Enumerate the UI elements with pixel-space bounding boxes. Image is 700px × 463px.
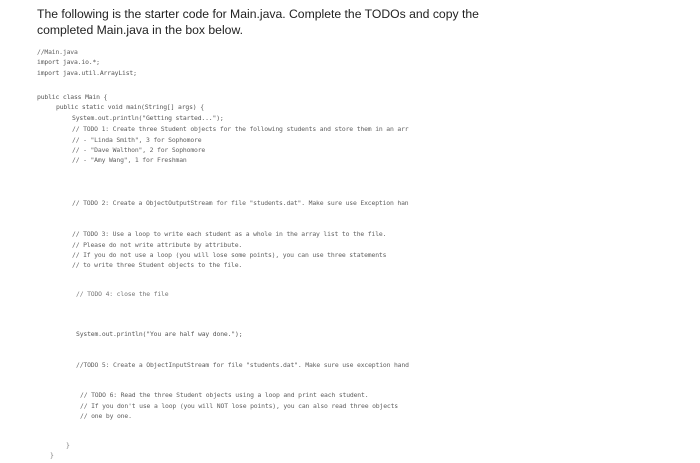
code-line: // - "Linda Smith", 3 for Sophomore [72,136,202,144]
code-line: // TODO 4: close the file [76,290,169,298]
code-line: public class Main { [37,93,108,101]
code-line: // one by one. [80,412,132,420]
code-line: System.out.println("You are half way done."); [76,330,243,338]
code-line: // - "Amy Wang", 1 for Freshman [72,156,187,164]
code-line: // TODO 6: Read the three Student objects using a loop and print each student. [80,391,369,399]
code-line: // Please do not write attribute by attribute. [72,241,243,249]
instructions-line-2: completed Main.java in the box below. [37,23,243,37]
code-line: import java.io.*; [37,58,100,66]
code-line: //Main.java [37,48,78,56]
code-line: // If you do not use a loop (you will lose some points), you can use three statements [72,251,387,259]
code-line: // TODO 1: Create three Student objects for the following students and store them in an arr [72,125,409,133]
code-line: //TODO 5: Create a ObjectInputStream for file "students.dat". Make sure use exception hand [76,361,409,369]
code-line: // TODO 2: Create a ObjectOutputStream for file "students.dat". Make sure use Exception han [72,199,409,207]
code-line: // TODO 3: Use a loop to write each student as a whole in the array list to the file. [72,230,387,238]
code-line: public static void main(String[] args) { [56,103,204,111]
code-line: // - "Dave Walthon", 2 for Sophomore [72,146,206,154]
code-line: import java.util.ArrayList; [37,69,137,77]
instructions-line-1: The following is the starter code for Main.java. Complete the TODOs and copy the [37,7,479,21]
code-line: // If you don't use a loop (you will NOT lose points), you can also read three objects [80,402,398,410]
code-line: } [50,451,54,459]
code-line: // to write three Student objects to the file. [72,261,243,269]
code-line: System.out.println("Getting started..."); [72,114,224,122]
code-line: } [66,441,70,449]
